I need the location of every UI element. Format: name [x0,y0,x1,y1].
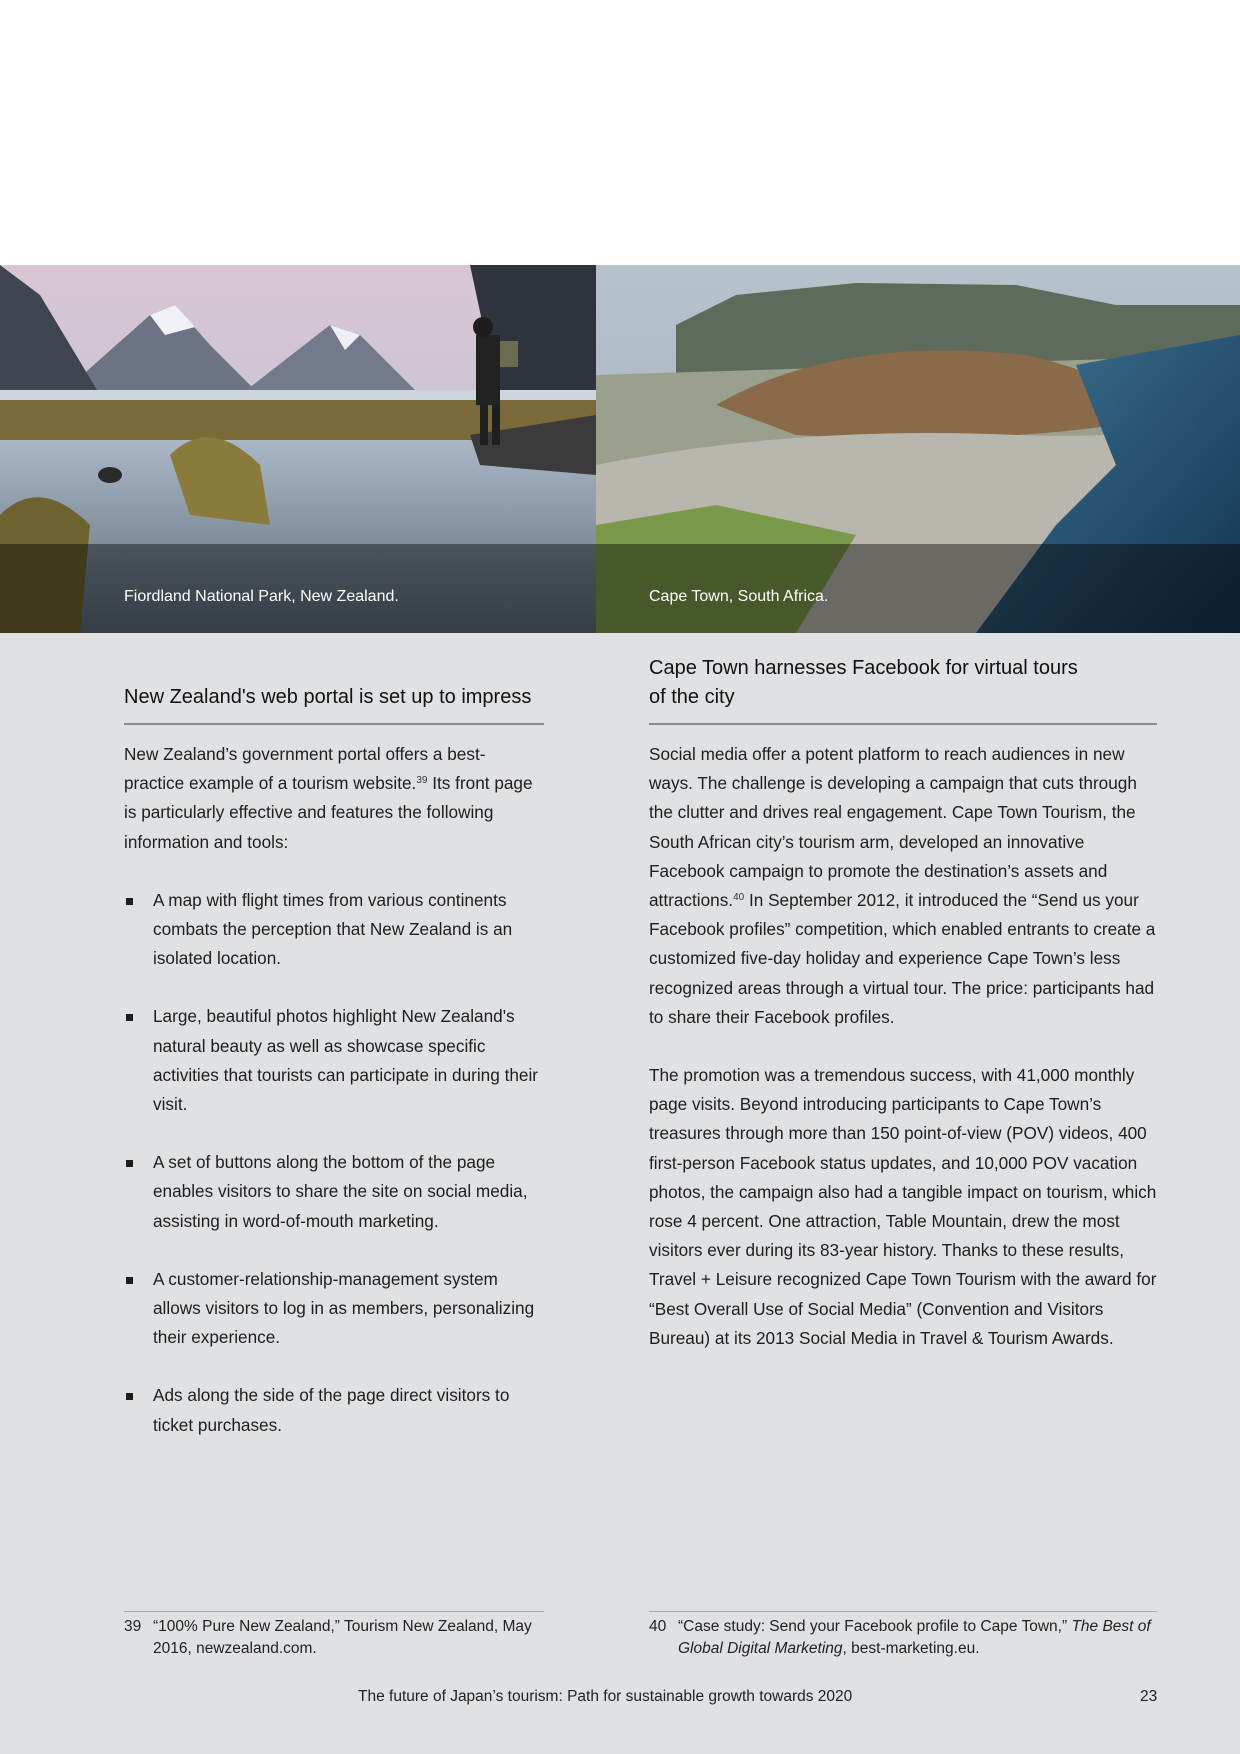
footer-title: The future of Japan’s tourism: Path for sustainable growth towards 2020 [358,1688,853,1705]
bullet-square-icon [126,898,133,905]
heading-rule [649,723,1157,725]
list-item: A map with flight times from various continents combats the perception that New Zealand is an isolated location. [124,886,544,974]
list-item: A customer-relationship-management system allows visitors to log in as members, personalizing their experience. [124,1265,544,1353]
bullet-square-icon [126,1277,133,1284]
footnote-ref-40: 40 [733,892,745,904]
cape-town-photo [596,265,1240,633]
page-number: 23 [1140,1688,1158,1705]
footnote-ref-39: 39 [416,775,428,787]
section-heading-cape-town: Cape Town harnesses Facebook for virtual tours of the city [649,657,1078,708]
fiordland-photo [0,265,596,633]
footnote-rule [124,1611,544,1612]
list-item: Large, beautiful photos highlight New Zealand's natural beauty as well as showcase specific activities that tourists can participate in during their visit. [124,1002,544,1119]
footnote-39: 39 “100% Pure New Zealand,” Tourism New Zealand, May 2016, newzealand.com. [124,1618,532,1657]
bullet-square-icon [126,1014,133,1021]
photo-caption-cape-town: Cape Town, South Africa. [649,588,829,605]
bullet-square-icon [126,1160,133,1167]
left-column-body [124,740,544,1440]
footnote-40: 40 “Case study: Send your Facebook profile to Cape Town,” The Best of Global Digital Marketing, best-marketing.eu. [649,1618,1151,1657]
list-item: Ads along the side of the page direct visitors to ticket purchases. [124,1381,544,1439]
heading-rule [124,723,544,725]
right-heading-block [649,654,1157,712]
cape-town-paragraph-1: Social media offer a potent platform to reach audiences in new ways. The challenge is developing a campaign that cuts through the clutter and drives real engagement. Cape Town Tourism, the South African city’s tourism arm, developed an innovative Facebook campaign to promote the destination’s assets and attractions.$^{40}$ In September 2012, it introduced the “Send us your Facebook profiles” competition, which enabled entrants to create a customized five-day holiday and experience Cape Town’s less recognized areas through a virtual tour. The price: participants had to share their Facebook profiles. [649,744,1156,1027]
left-heading-block [124,683,544,712]
cape-town-paragraph-2: The promotion was a tremendous success, with 41,000 monthly page visits. Beyond introducing participants to Cape Town’s treasures through more than 150 point-of-view (POV) videos, 400 first-person Facebook status updates, and 10,000 POV vacation photos, the campaign also had a tangible impact on tourism, which rose 4 percent. One attraction, Table Mountain, drew the most visitors ever during its 83-year history. Thanks to these results, Travel + Leisure recognized Cape Town Tourism with the award for “Best Overall Use of Social Media” (Convention and Visitors Bureau) at its 2013 Social Media in Travel & Tourism Awards. [649,1065,1157,1348]
list-item: A set of buttons along the bottom of the page enables visitors to share the site on social media, assisting in word-of-mouth marketing. [124,1148,544,1236]
top-margin [0,0,1240,265]
bullet-square-icon [126,1393,133,1400]
right-column-body [649,740,1157,1353]
footnote-rule [649,1611,1157,1612]
new-zealand-intro: New Zealand’s government portal offers a best-practice example of a tourism website.$^{39}$ Its front page is particularly effective and features the following information and tools: [124,744,533,852]
photo-caption-fiordland: Fiordland National Park, New Zealand. [124,588,399,605]
section-heading-new-zealand: New Zealand's web portal is set up to impress [124,686,532,708]
features-list [124,886,544,1440]
